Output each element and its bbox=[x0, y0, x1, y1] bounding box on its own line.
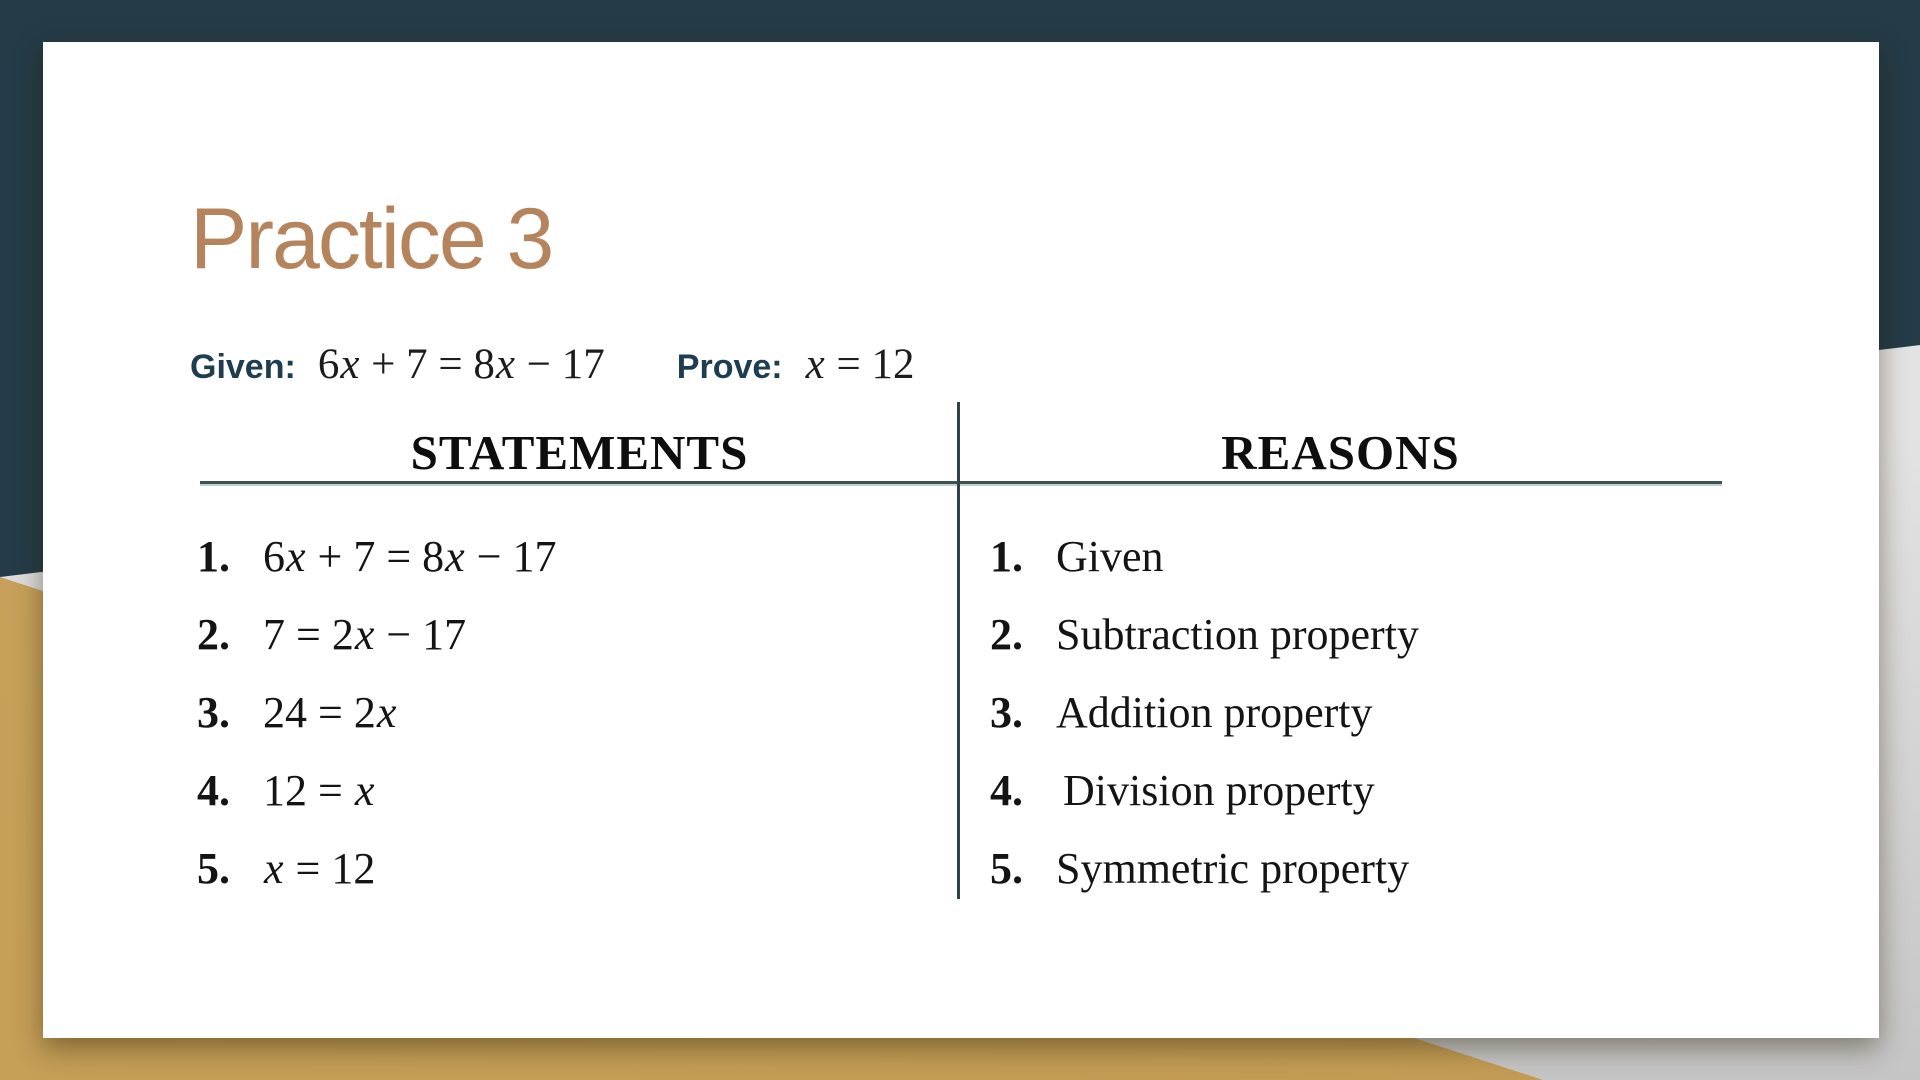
reasons-header: REASONS bbox=[1221, 425, 1460, 480]
given-label: Given: bbox=[190, 348, 296, 386]
given-equation: 6x + 7 = 8x − 17 bbox=[317, 341, 605, 388]
statement-number: 3. bbox=[197, 688, 230, 737]
statement-number: 4. bbox=[197, 766, 230, 815]
statement-number: 1. bbox=[197, 532, 230, 581]
proof-row bbox=[43, 518, 1920, 596]
prove-label: Prove: bbox=[676, 348, 783, 386]
reason-number: 5. bbox=[990, 844, 1023, 893]
statement-number: 5. bbox=[197, 844, 230, 893]
prove-equation: x = 12 bbox=[805, 341, 915, 388]
statements-header: STATEMENTS bbox=[410, 425, 749, 480]
given-prove-row bbox=[190, 340, 914, 389]
reason-number: 4. bbox=[990, 766, 1023, 815]
proof-row bbox=[43, 674, 1920, 752]
reason-text: Symmetric property bbox=[1056, 844, 1410, 893]
statement-text: x = 12 bbox=[264, 844, 376, 893]
reason-text: Subtraction property bbox=[1056, 610, 1419, 659]
statement-text: 12 = x bbox=[263, 766, 375, 815]
reason-number: 1. bbox=[990, 532, 1023, 581]
statement-text: 24 = 2x bbox=[263, 688, 397, 737]
reason-text: Addition property bbox=[1056, 688, 1373, 737]
slide-card bbox=[43, 42, 1879, 1038]
proof-row bbox=[43, 752, 1920, 830]
statement-text: 6x + 7 = 8x − 17 bbox=[263, 532, 557, 581]
reason-text: Division property bbox=[1063, 766, 1375, 815]
table-header-rule bbox=[200, 481, 1722, 484]
statement-text: 7 = 2x − 17 bbox=[263, 610, 467, 659]
slide-title: Practice 3 bbox=[190, 191, 553, 287]
reason-number: 2. bbox=[990, 610, 1023, 659]
proof-row bbox=[43, 830, 1920, 908]
reason-text: Given bbox=[1056, 532, 1164, 581]
proof-row bbox=[43, 596, 1920, 674]
statement-number: 2. bbox=[197, 610, 230, 659]
reason-number: 3. bbox=[990, 688, 1023, 737]
